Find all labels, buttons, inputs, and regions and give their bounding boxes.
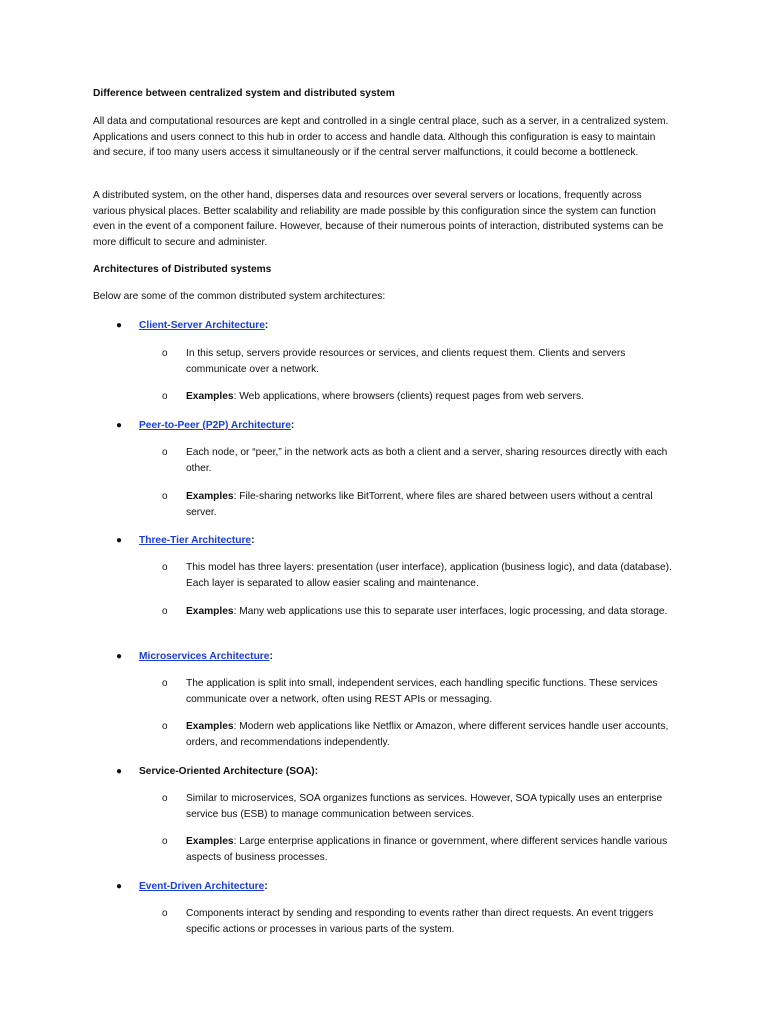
sub-bullet-icon: o — [162, 836, 168, 847]
item-examples — [186, 389, 678, 405]
item-title-p2p — [139, 418, 294, 434]
sub-bullet-icon: o — [162, 348, 168, 359]
examples-label: Examples — [186, 491, 234, 502]
item-description: Similar to microservices, SOA organizes functions as services. However, SOA typically uses an enterprise service bus (ESB) to manage communication between services. — [186, 793, 663, 820]
item-description: This model has three layers: presentation (user interface), application (business logic), and data (database). Each layer is separated to allow easier scaling and maintenance. — [186, 562, 672, 589]
link-event-driven-architecture[interactable]: Event-Driven Architecture — [139, 881, 265, 892]
sub-bullet-icon: o — [162, 391, 168, 402]
examples-label: Examples — [186, 391, 234, 402]
link-microservices-architecture[interactable]: Microservices Architecture — [139, 651, 270, 662]
item-title-soa: Service-Oriented Architecture (SOA): — [139, 766, 319, 777]
bullet-icon: ● — [116, 535, 123, 546]
item-description: Components interact by sending and responding to events rather than direct requests. An event triggers specific actions or processes in various parts of the system. — [186, 908, 654, 935]
examples-text: : Large enterprise applications in finance or government, where different services handle various aspects of business processes. — [186, 836, 668, 863]
examples-text: : File-sharing networks like BitTorrent, where files are shared between users without a central server. — [186, 491, 653, 518]
link-three-tier-architecture[interactable]: Three-Tier Architecture — [139, 535, 252, 546]
bullet-icon: ● — [116, 320, 123, 331]
title-colon: : — [264, 881, 268, 892]
item-title-client-server — [139, 318, 268, 334]
item-title-microservices — [139, 649, 273, 665]
item-title-three-tier — [139, 533, 255, 549]
sub-bullet-icon: o — [162, 793, 168, 804]
item-examples — [186, 834, 678, 865]
sub-bullet-icon: o — [162, 447, 168, 458]
item-examples — [186, 489, 678, 520]
item-description: The application is split into small, independent services, each handling specific functions. These services communicate over a network, often using REST APIs or messaging. — [186, 678, 658, 705]
sub-bullet-icon: o — [162, 908, 168, 919]
link-client-server-architecture[interactable]: Client-Server Architecture — [139, 320, 265, 331]
examples-text: : Modern web applications like Netflix or Amazon, where different services handle user accounts, orders, and recommendations independently. — [186, 721, 669, 748]
sub-bullet-icon: o — [162, 562, 168, 573]
sub-bullet-icon: o — [162, 491, 168, 502]
item-examples — [186, 719, 678, 750]
item-examples — [186, 604, 678, 620]
bullet-icon: ● — [116, 651, 123, 662]
bullet-icon: ● — [116, 881, 123, 892]
item-title-event-driven — [139, 879, 268, 895]
sub-bullet-icon: o — [162, 678, 168, 689]
intro-paragraph-centralized: All data and computational resources are kept and controlled in a single central place, such as a server, in a centralized system. Applications and users connect to this hub in order to access and handle data. Although this configuration is easy to maintain and secure, if too many users access it simultaneously or if the central server malfunctions, it could become a bottleneck. — [93, 116, 669, 158]
intro-paragraph-distributed: A distributed system, on the other hand, disperses data and resources over several servers or locations, frequently across various physical places. Better scalability and reliability are made possible by this configuration since the system can function even in the event of a component failure. However, because of their numerous points of interaction, distributed systems can be more difficult to secure and administer. — [93, 190, 664, 248]
sub-bullet-icon: o — [162, 606, 168, 617]
item-description: In this setup, servers provide resources or services, and clients request them. Clients and servers communicate over a network. — [186, 348, 626, 375]
bullet-icon: ● — [116, 420, 123, 431]
bullet-icon: ● — [116, 766, 123, 777]
section-heading: Architectures of Distributed systems — [93, 264, 272, 275]
title-colon: : — [269, 651, 273, 662]
title-colon: : — [290, 420, 295, 431]
examples-text: : Web applications, where browsers (clients) request pages from web servers. — [233, 391, 584, 402]
examples-label: Examples — [186, 721, 234, 732]
examples-label: Examples — [186, 606, 234, 617]
section-intro: Below are some of the common distributed system architectures: — [93, 291, 386, 302]
examples-text: : Many web applications use this to separate user interfaces, logic processing, and data storage. — [233, 606, 668, 617]
examples-label: Examples — [186, 836, 234, 847]
title-colon: : — [264, 320, 269, 331]
item-description: Each node, or “peer,” in the network acts as both a client and a server, sharing resources directly with each other. — [186, 447, 668, 474]
sub-bullet-icon: o — [162, 721, 168, 732]
link-peer-to-peer-architecture[interactable]: Peer-to-Peer (P2P) Architecture — [139, 420, 291, 431]
page-title: Difference between centralized system and distributed system — [93, 88, 395, 99]
title-colon: : — [251, 535, 255, 546]
